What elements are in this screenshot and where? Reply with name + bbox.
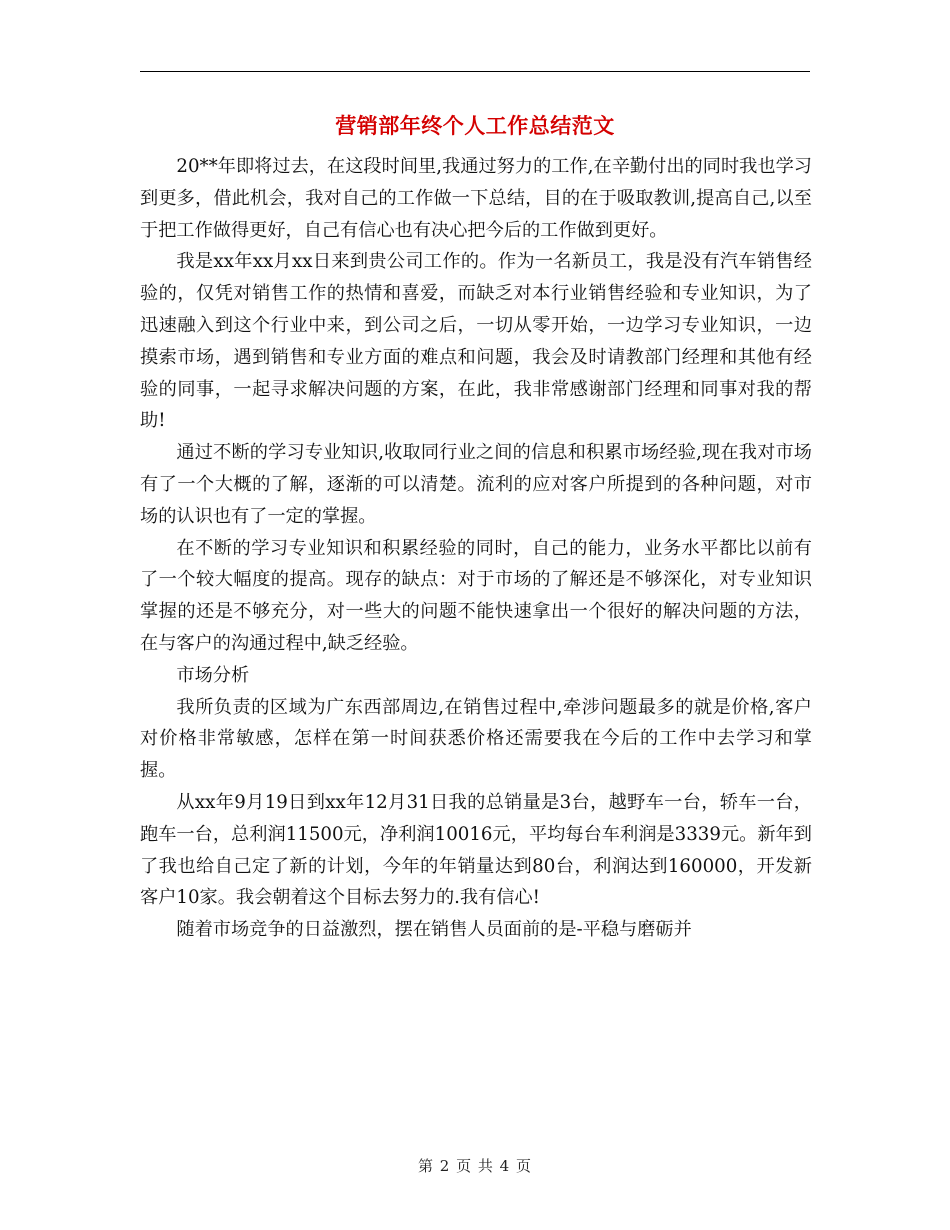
paragraph-shortcomings: 在不断的学习专业知识和积累经验的同时，自己的能力，业务水平都比以前有了一个较大幅度的提高。现存的缺点：对于市场的了解还是不够深化，对专业知识掌握的还是不够充分，对一些大的问题不能快速拿出一个很好的解决问题的方法，在与客户的沟通过程中,缺乏经验。 [140, 537, 812, 654]
paragraph-intro: 20**年即将过去，在这段时间里,我通过努力的工作,在辛勤付出的同时我也学习到更多，借此机会，我对自己的工作做一下总结，目的在于吸取教训,提高自己,以至于把工作做得更好，自己有信心也有决心把今后的工作做到更好。 [140, 156, 812, 241]
document-body [140, 151, 812, 946]
paragraph-sales-figures: 从xx年9月19日到xx年12月31日我的总销量是3台，越野车一台，轿车一台，跑车一台，总利润11500元，净利润10016元，平均每台车利润是3339元。新年到了我也给自己定了新的计划，今年的年销量达到80台，利润达到160000，开发新客户10家。我会朝着这个目标去努力的.我有信心! [140, 791, 812, 909]
section-heading-market-analysis: 市场分析 [176, 664, 250, 686]
paragraph-background: 我是xx年xx月xx日来到贵公司工作的。作为一名新员工，我是没有汽车销售经验的，仅凭对销售工作的热情和喜爱，而缺乏对本行业销售经验和专业知识，为了迅速融入到这个行业中来，到公司之后，一切从零开始，一边学习专业知识，一边摸索市场，遇到销售和专业方面的难点和问题，我会及时请教部门经理和其他有经验的同事，一起寻求解决问题的方案，在此，我非常感谢部门经理和同事对我的帮助! [140, 251, 812, 432]
document-title: 营销部年终个人工作总结范文 [335, 114, 615, 138]
page-footer [0, 1155, 950, 1176]
paragraph-competition: 随着市场竞争的日益激烈，摆在销售人员面前的是-平稳与磨砺并 [176, 919, 692, 941]
paragraph-region: 我所负责的区域为广东西部周边,在销售过程中,牵涉问题最多的就是价格,客户对价格非常敏感，怎样在第一时间获悉价格还需要我在今后的工作中去学习和掌握。 [140, 696, 812, 782]
page-number-label: 第 2 页 共 4 页 [418, 1157, 532, 1175]
header-rule [140, 71, 810, 72]
paragraph-learning: 通过不断的学习专业知识,收取同行业之间的信息和积累市场经验,现在我对市场有了一个大概的了解，逐渐的可以清楚。流利的应对客户所提到的各种问题，对市场的认识也有了一定的掌握。 [140, 442, 812, 527]
